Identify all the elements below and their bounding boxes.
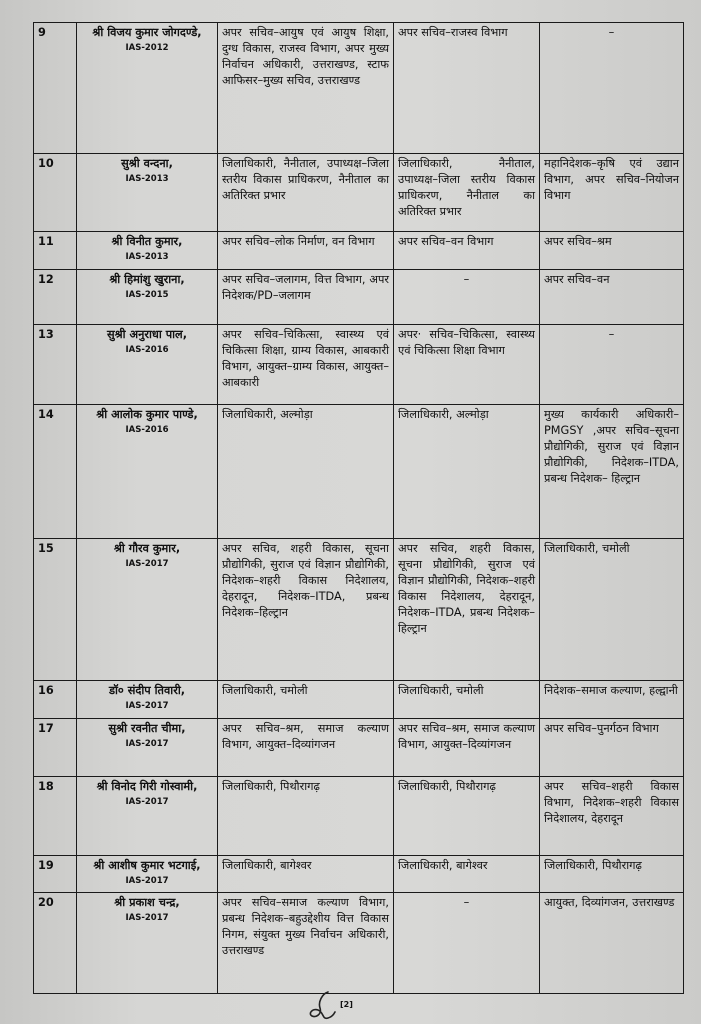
ias-batch: IAS-2017 xyxy=(125,913,169,923)
serial-number-cell: 13 xyxy=(34,325,77,405)
serial-number-cell: 17 xyxy=(34,719,77,777)
new-posting-cell: जिलाधिकारी, पिथौरागढ़ xyxy=(540,856,684,893)
officer-cell xyxy=(77,539,218,681)
serial-number-cell: 14 xyxy=(34,405,77,539)
serial-number-cell: 18 xyxy=(34,777,77,856)
serial-number-cell: 19 xyxy=(34,856,77,893)
table-row xyxy=(34,681,684,719)
new-posting-cell: – xyxy=(540,23,684,154)
officer-name: श्री प्रकाश चन्द्र, xyxy=(114,896,180,909)
new-posting-cell: अपर सचिव–पुनर्गठन विभाग xyxy=(540,719,684,777)
officer-cell xyxy=(77,719,218,777)
table-row xyxy=(34,270,684,325)
serial-number-cell: 12 xyxy=(34,270,77,325)
ias-batch: IAS-2017 xyxy=(125,701,169,711)
serial-number-cell: 9 xyxy=(34,23,77,154)
officer-cell xyxy=(77,777,218,856)
current-post-cell: – xyxy=(394,270,540,325)
table-row xyxy=(34,405,684,539)
serial-number-cell: 11 xyxy=(34,232,77,270)
previous-post-cell: जिलाधिकारी, नैनीताल, उपाध्यक्ष–जिला स्तरीय विकास प्राधिकरण, नैनीताल का अतिरिक्त प्रभार xyxy=(218,154,394,232)
previous-post-cell: अपर सचिव–आयुष एवं आयुष शिक्षा, दुग्ध विकास, राजस्व विभाग, अपर मुख्य निर्वाचन अधिकारी, उत्तराखण्ड, स्टाफ आफिसर–मुख्य सचिव, उत्तराखण्ड xyxy=(218,23,394,154)
ias-batch: IAS-2013 xyxy=(125,174,169,184)
serial-number-cell: 16 xyxy=(34,681,77,719)
current-post-cell: अपर सचिव–श्रम, समाज कल्याण विभाग, आयुक्त–दिव्यांगजन xyxy=(394,719,540,777)
officer-cell xyxy=(77,270,218,325)
table-row xyxy=(34,325,684,405)
current-post-cell: जिलाधिकारी, बागेश्वर xyxy=(394,856,540,893)
officer-name: सुश्री रवनीत चीमा, xyxy=(108,722,186,735)
previous-post-cell: अपर सचिव–जलागम, वित्त विभाग, अपर निदेशक/PD–जलागम xyxy=(218,270,394,325)
current-post-cell: अपर· सचिव–चिकित्सा, स्वास्थ्य एवं चिकित्सा शिक्षा विभाग xyxy=(394,325,540,405)
officer-cell xyxy=(77,154,218,232)
ias-batch: IAS-2012 xyxy=(125,43,169,53)
officer-transfer-table xyxy=(33,22,684,994)
officer-cell xyxy=(77,23,218,154)
officer-name: डॉ० संदीप तिवारी, xyxy=(108,684,186,697)
current-post-cell: – xyxy=(394,893,540,994)
table-row xyxy=(34,893,684,994)
officer-name: श्री विनीत कुमार, xyxy=(111,235,183,248)
serial-number-cell: 15 xyxy=(34,539,77,681)
table-row xyxy=(34,232,684,270)
officer-cell xyxy=(77,232,218,270)
officer-cell xyxy=(77,681,218,719)
officer-name: सुश्री अनुराधा पाल, xyxy=(106,328,188,341)
previous-post-cell: जिलाधिकारी, चमोली xyxy=(218,681,394,719)
page-number: [2] xyxy=(340,1000,353,1009)
new-posting-cell: मुख्य कार्यकारी अधिकारी–PMGSY ,अपर सचिव–सूचना प्रौद्योगिकी, सुराज एवं विज्ञान प्रौद्योगिकी, निदेशक–ITDA, प्रबन्ध निदेशक– हिल्ट्रान xyxy=(540,405,684,539)
officer-name: श्री आलोक कुमार पाण्डे, xyxy=(96,408,198,421)
officer-name: श्री हिमांशु खुराना, xyxy=(109,273,185,286)
officer-cell xyxy=(77,405,218,539)
officer-name: श्री विनोद गिरी गोस्वामी, xyxy=(96,780,198,793)
current-post-cell: जिलाधिकारी, पिथौरागढ़ xyxy=(394,777,540,856)
officer-cell xyxy=(77,856,218,893)
new-posting-cell: – xyxy=(540,325,684,405)
serial-number-cell: 10 xyxy=(34,154,77,232)
new-posting-cell: आयुक्त, दिव्यांगजन, उत्तराखण्ड xyxy=(540,893,684,994)
new-posting-cell: जिलाधिकारी, चमोली xyxy=(540,539,684,681)
previous-post-cell: अपर सचिव–समाज कल्याण विभाग, प्रबन्ध निदेशक–बहुउद्देशीय वित्त विकास निगम, संयुक्त मुख्य निर्वाचन अधिकारी, उत्तराखण्ड xyxy=(218,893,394,994)
officer-name: श्री आशीष कुमार भटगाई, xyxy=(93,859,201,872)
new-posting-cell: अपर सचिव–श्रम xyxy=(540,232,684,270)
new-posting-cell: अपर सचिव–शहरी विकास विभाग, निदेशक–शहरी विकास निदेशालय, देहरादून xyxy=(540,777,684,856)
ias-batch: IAS-2013 xyxy=(125,252,169,262)
current-post-cell: जिलाधिकारी, अल्मोड़ा xyxy=(394,405,540,539)
previous-post-cell: अपर सचिव–श्रम, समाज कल्याण विभाग, आयुक्त–दिव्यांगजन xyxy=(218,719,394,777)
signature-mark xyxy=(308,988,338,1024)
ias-batch: IAS-2017 xyxy=(125,797,169,807)
officer-name: सुश्री वन्दना, xyxy=(121,157,173,170)
previous-post-cell: अपर सचिव, शहरी विकास, सूचना प्रौद्योगिकी, सुराज एवं विज्ञान प्रौद्योगिकी, निदेशक–शहरी विकास निदेशालय, देहरादून, निदेशक–ITDA, प्रबन्ध निदेशक–हिल्ट्रान xyxy=(218,539,394,681)
ias-batch: IAS-2016 xyxy=(125,425,169,435)
table-row xyxy=(34,719,684,777)
ias-batch: IAS-2015 xyxy=(125,290,169,300)
table-row xyxy=(34,23,684,154)
current-post-cell: अपर सचिव–राजस्व विभाग xyxy=(394,23,540,154)
officer-cell xyxy=(77,325,218,405)
serial-number-cell: 20 xyxy=(34,893,77,994)
table-row xyxy=(34,154,684,232)
previous-post-cell: अपर सचिव–लोक निर्माण, वन विभाग xyxy=(218,232,394,270)
officer-cell xyxy=(77,893,218,994)
current-post-cell: अपर सचिव, शहरी विकास, सूचना प्रौद्योगिकी, सुराज एवं विज्ञान प्रौद्योगिकी, निदेशक–शहरी विकास निदेशालय, देहरादून, निदेशक–ITDA, प्रबन्ध निदेशक–हिल्ट्रान xyxy=(394,539,540,681)
table-row xyxy=(34,539,684,681)
table-row xyxy=(34,856,684,893)
table-row xyxy=(34,777,684,856)
ias-batch: IAS-2017 xyxy=(125,876,169,886)
previous-post-cell: जिलाधिकारी, बागेश्वर xyxy=(218,856,394,893)
officer-name: श्री गौरव कुमार, xyxy=(113,542,181,555)
officer-name: श्री विजय कुमार जोगदण्डे, xyxy=(92,26,202,39)
ias-batch: IAS-2017 xyxy=(125,739,169,749)
new-posting-cell: महानिदेशक–कृषि एवं उद्यान विभाग, अपर सचिव–नियोजन विभाग xyxy=(540,154,684,232)
current-post-cell: अपर सचिव–वन विभाग xyxy=(394,232,540,270)
previous-post-cell: जिलाधिकारी, पिथौरागढ़ xyxy=(218,777,394,856)
ias-batch: IAS-2016 xyxy=(125,345,169,355)
previous-post-cell: अपर सचिव–चिकित्सा, स्वास्थ्य एवं चिकित्सा शिक्षा, ग्राम्य विकास, आबकारी विभाग, आयुक्त–ग्राम्य विकास, आयुक्त–आबकारी xyxy=(218,325,394,405)
current-post-cell: जिलाधिकारी, चमोली xyxy=(394,681,540,719)
new-posting-cell: निदेशक–समाज कल्याण, हल्द्वानी xyxy=(540,681,684,719)
ias-batch: IAS-2017 xyxy=(125,559,169,569)
previous-post-cell: जिलाधिकारी, अल्मोड़ा xyxy=(218,405,394,539)
new-posting-cell: अपर सचिव–वन xyxy=(540,270,684,325)
current-post-cell: जिलाधिकारी, नैनीताल, उपाध्यक्ष–जिला स्तरीय विकास प्राधिकरण, नैनीताल का अतिरिक्त प्रभार xyxy=(394,154,540,232)
